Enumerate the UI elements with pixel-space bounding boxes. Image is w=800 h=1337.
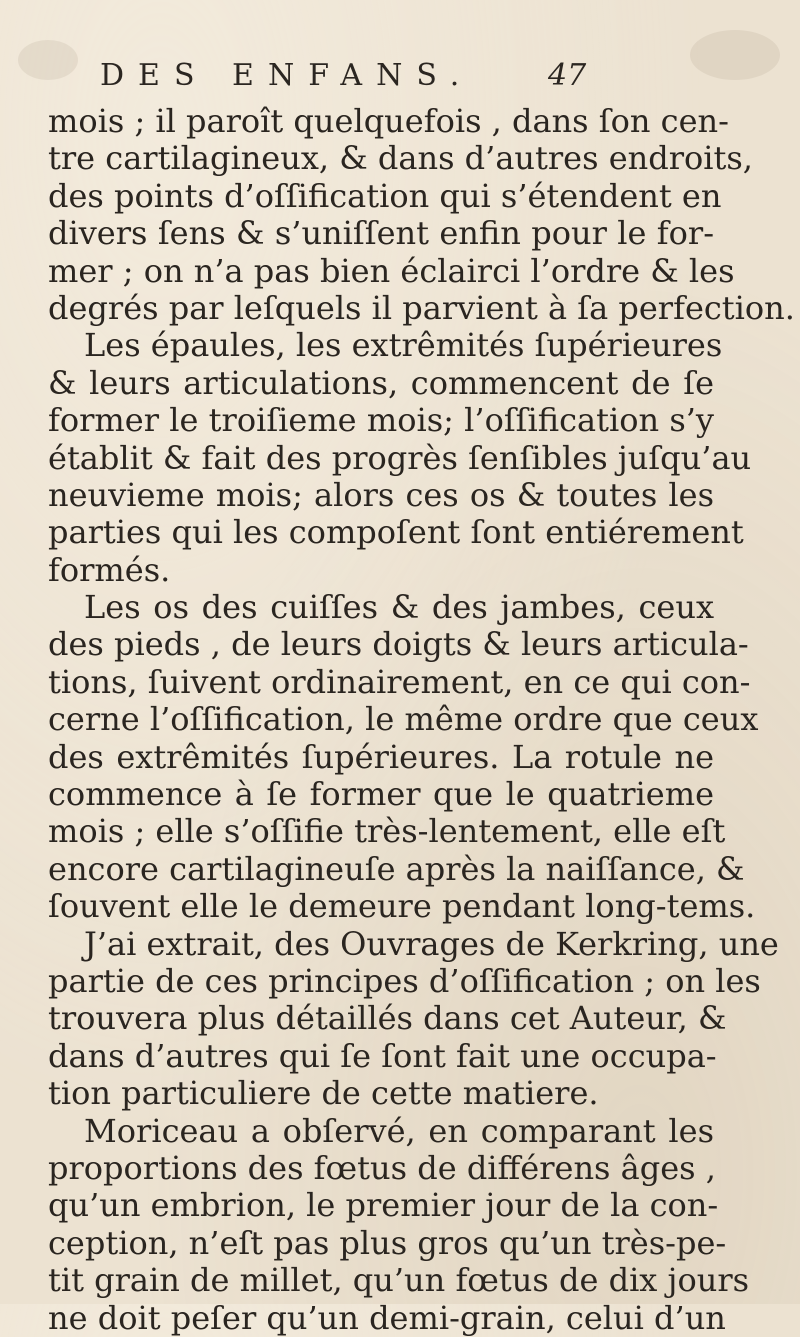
text-line: Les épaules, les extrêmités ſupérieures	[84, 326, 723, 365]
text-line: qu’un embrion, le premier jour de la con-	[48, 1186, 719, 1225]
text-line: divers ſens & s’uniſſent enfin pour le for-	[48, 214, 714, 253]
text-line: tre cartilagineux, & dans d’autres endroits,	[48, 139, 753, 178]
text-line: tions, ſuivent ordinairement, en ce qui con-	[48, 662, 751, 701]
text-line: neuvieme mois; alors ces os & toutes les	[48, 475, 714, 514]
text-line: tit grain de millet, qu’un fœtus de dix jours	[48, 1261, 750, 1300]
text-line: mer ; on n’a pas bien éclairci l’ordre & les	[48, 251, 735, 290]
running-head: DES ENFANS.	[100, 58, 474, 93]
text-line: partie de ces principes d’oſſification ; on les	[48, 961, 761, 1000]
text-line: mois ; elle s’oſſifie très-lentement, elle eſt	[48, 812, 726, 851]
text-line: Les os des cuiſſes & des jambes, ceux	[84, 588, 714, 627]
text-line: degrés par leſquels il parvient à ſa perfection.	[48, 288, 795, 327]
text-line: Moriceau a obſervé, en comparant les	[84, 1111, 714, 1150]
paper-stain	[18, 40, 78, 80]
body-text	[48, 102, 795, 1337]
text-line: ception, n’eſt pas plus gros qu’un très-pe-	[48, 1223, 727, 1262]
text-line: des points d’oſſification qui s’étendent en	[48, 176, 722, 215]
text-line: & leurs articulations, commencent de ſe	[48, 363, 714, 402]
text-line: J’ai extrait, des Ouvrages de Kerkring, une	[84, 924, 779, 963]
text-line: des extrêmités ſupérieures. La rotule ne	[48, 737, 714, 776]
page-number: 47	[548, 58, 587, 93]
text-line: former le troiſieme mois; l’oſſification s’y	[48, 401, 714, 440]
text-line: commence à ſe former que le quatrieme	[48, 775, 714, 814]
text-line: ſouvent elle le demeure pendant long-tems.	[48, 887, 756, 926]
text-line: mois ; il paroît quelquefois , dans ſon cen-	[48, 102, 729, 140]
text-line: cerne l’oſſification, le même ordre que ceux	[48, 700, 759, 739]
text-line: trouvera plus détaillés dans cet Auteur, &	[48, 999, 727, 1038]
paper-stain	[690, 30, 780, 80]
text-line: des pieds , de leurs doigts & leurs articula-	[48, 625, 749, 664]
page-header	[80, 58, 620, 98]
text-line: formés.	[48, 550, 171, 589]
text-line: dans d’autres qui ſe ſont fait une occupa-	[48, 1036, 717, 1075]
text-line: ne doit peſer qu’un demi-grain, celui d’un	[48, 1298, 726, 1337]
text-line: encore cartilagineuſe après la naiſſance, &	[48, 849, 745, 888]
text-line: parties qui les compoſent ſont entiérement	[48, 513, 744, 552]
text-line: proportions des fœtus de différens âges ,	[48, 1148, 716, 1187]
text-line: établit & fait des progrès ſenſibles juſqu’au	[48, 438, 752, 477]
text-line: tion particuliere de cette matiere.	[48, 1074, 599, 1113]
